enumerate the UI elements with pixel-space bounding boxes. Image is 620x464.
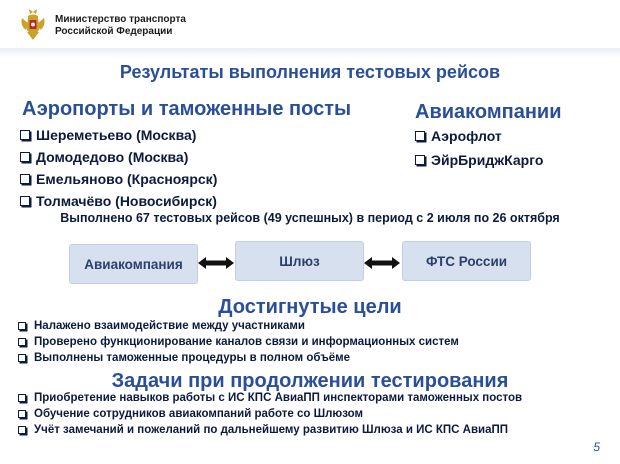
task-label: Приобретение навыков работы с ИС КПС АвиаПП инспекторами таможенных постов xyxy=(34,392,523,404)
list-item xyxy=(18,318,459,334)
airlines-heading: Авиакомпании xyxy=(415,101,562,123)
checkbox-icon xyxy=(18,394,26,402)
checkbox-icon xyxy=(415,131,425,141)
checkbox-icon xyxy=(20,174,30,184)
goals-heading: Достигнутые цели xyxy=(218,296,402,318)
list-item xyxy=(18,334,459,350)
ministry-name-line1: Министерство транспорта xyxy=(55,14,186,25)
airports-heading: Аэропорты и таможенные посты xyxy=(22,98,352,120)
airline-label: ЭйрБриджКарго xyxy=(431,152,544,168)
double-arrow-icon xyxy=(197,253,235,273)
checkbox-icon xyxy=(18,354,26,362)
task-label: Обучение сотрудников авиакомпаний работе со Шлюзом xyxy=(34,408,364,420)
list-item xyxy=(18,422,522,438)
checkbox-icon xyxy=(18,338,26,346)
checkbox-icon xyxy=(18,410,26,418)
list-item xyxy=(415,124,543,148)
goals-list xyxy=(18,318,459,366)
slide-title: Результаты выполнения тестовых рейсов xyxy=(119,62,501,82)
checkbox-icon xyxy=(415,155,425,165)
coat-of-arms-logo xyxy=(18,8,48,42)
header-divider xyxy=(0,48,620,58)
airport-label: Домодедово (Москва) xyxy=(36,149,189,165)
tasks-list xyxy=(18,390,522,438)
list-item xyxy=(18,350,459,366)
gateway-box: Шлюз xyxy=(235,241,364,281)
goal-label: Проверено функционирование каналов связи и информационных систем xyxy=(34,336,459,348)
customs-box: ФТС России xyxy=(402,241,531,281)
list-item xyxy=(18,390,522,406)
checkbox-icon xyxy=(18,322,26,330)
double-arrow-icon xyxy=(363,253,401,273)
list-item xyxy=(20,168,217,190)
ministry-name xyxy=(55,14,186,38)
flights-summary: Выполнено 67 тестовых рейсов (49 успешных) в период с 2 июля по 26 октября xyxy=(60,211,560,225)
airline-box: Авиакомпания xyxy=(69,244,198,284)
goal-label: Выполнены таможенные процедуры в полном объёме xyxy=(34,352,350,364)
airport-label: Шереметьево (Москва) xyxy=(36,127,197,143)
checkbox-icon xyxy=(20,152,30,162)
airport-label: Толмачёво (Новосибирск) xyxy=(36,193,217,209)
list-item xyxy=(415,148,543,172)
list-item xyxy=(20,146,217,168)
list-item xyxy=(18,406,522,422)
task-label: Учёт замечаний и пожеланий по дальнейшему развитию Шлюза и ИС КПС АвиаПП xyxy=(34,424,509,436)
checkbox-icon xyxy=(20,196,30,206)
airline-label: Аэрофлот xyxy=(431,128,502,144)
checkbox-icon xyxy=(20,130,30,140)
tasks-heading: Задачи при продолжении тестирования xyxy=(111,370,509,392)
list-item xyxy=(20,124,217,146)
airport-label: Емельяново (Красноярск) xyxy=(36,171,218,187)
goal-label: Налажено взаимодействие между участниками xyxy=(34,320,305,332)
checkbox-icon xyxy=(18,426,26,434)
page-number: 5 xyxy=(593,440,600,454)
airports-list xyxy=(20,124,217,212)
airlines-list xyxy=(415,124,543,172)
ministry-name-line2: Российской Федерации xyxy=(55,26,173,37)
list-item xyxy=(20,190,217,212)
